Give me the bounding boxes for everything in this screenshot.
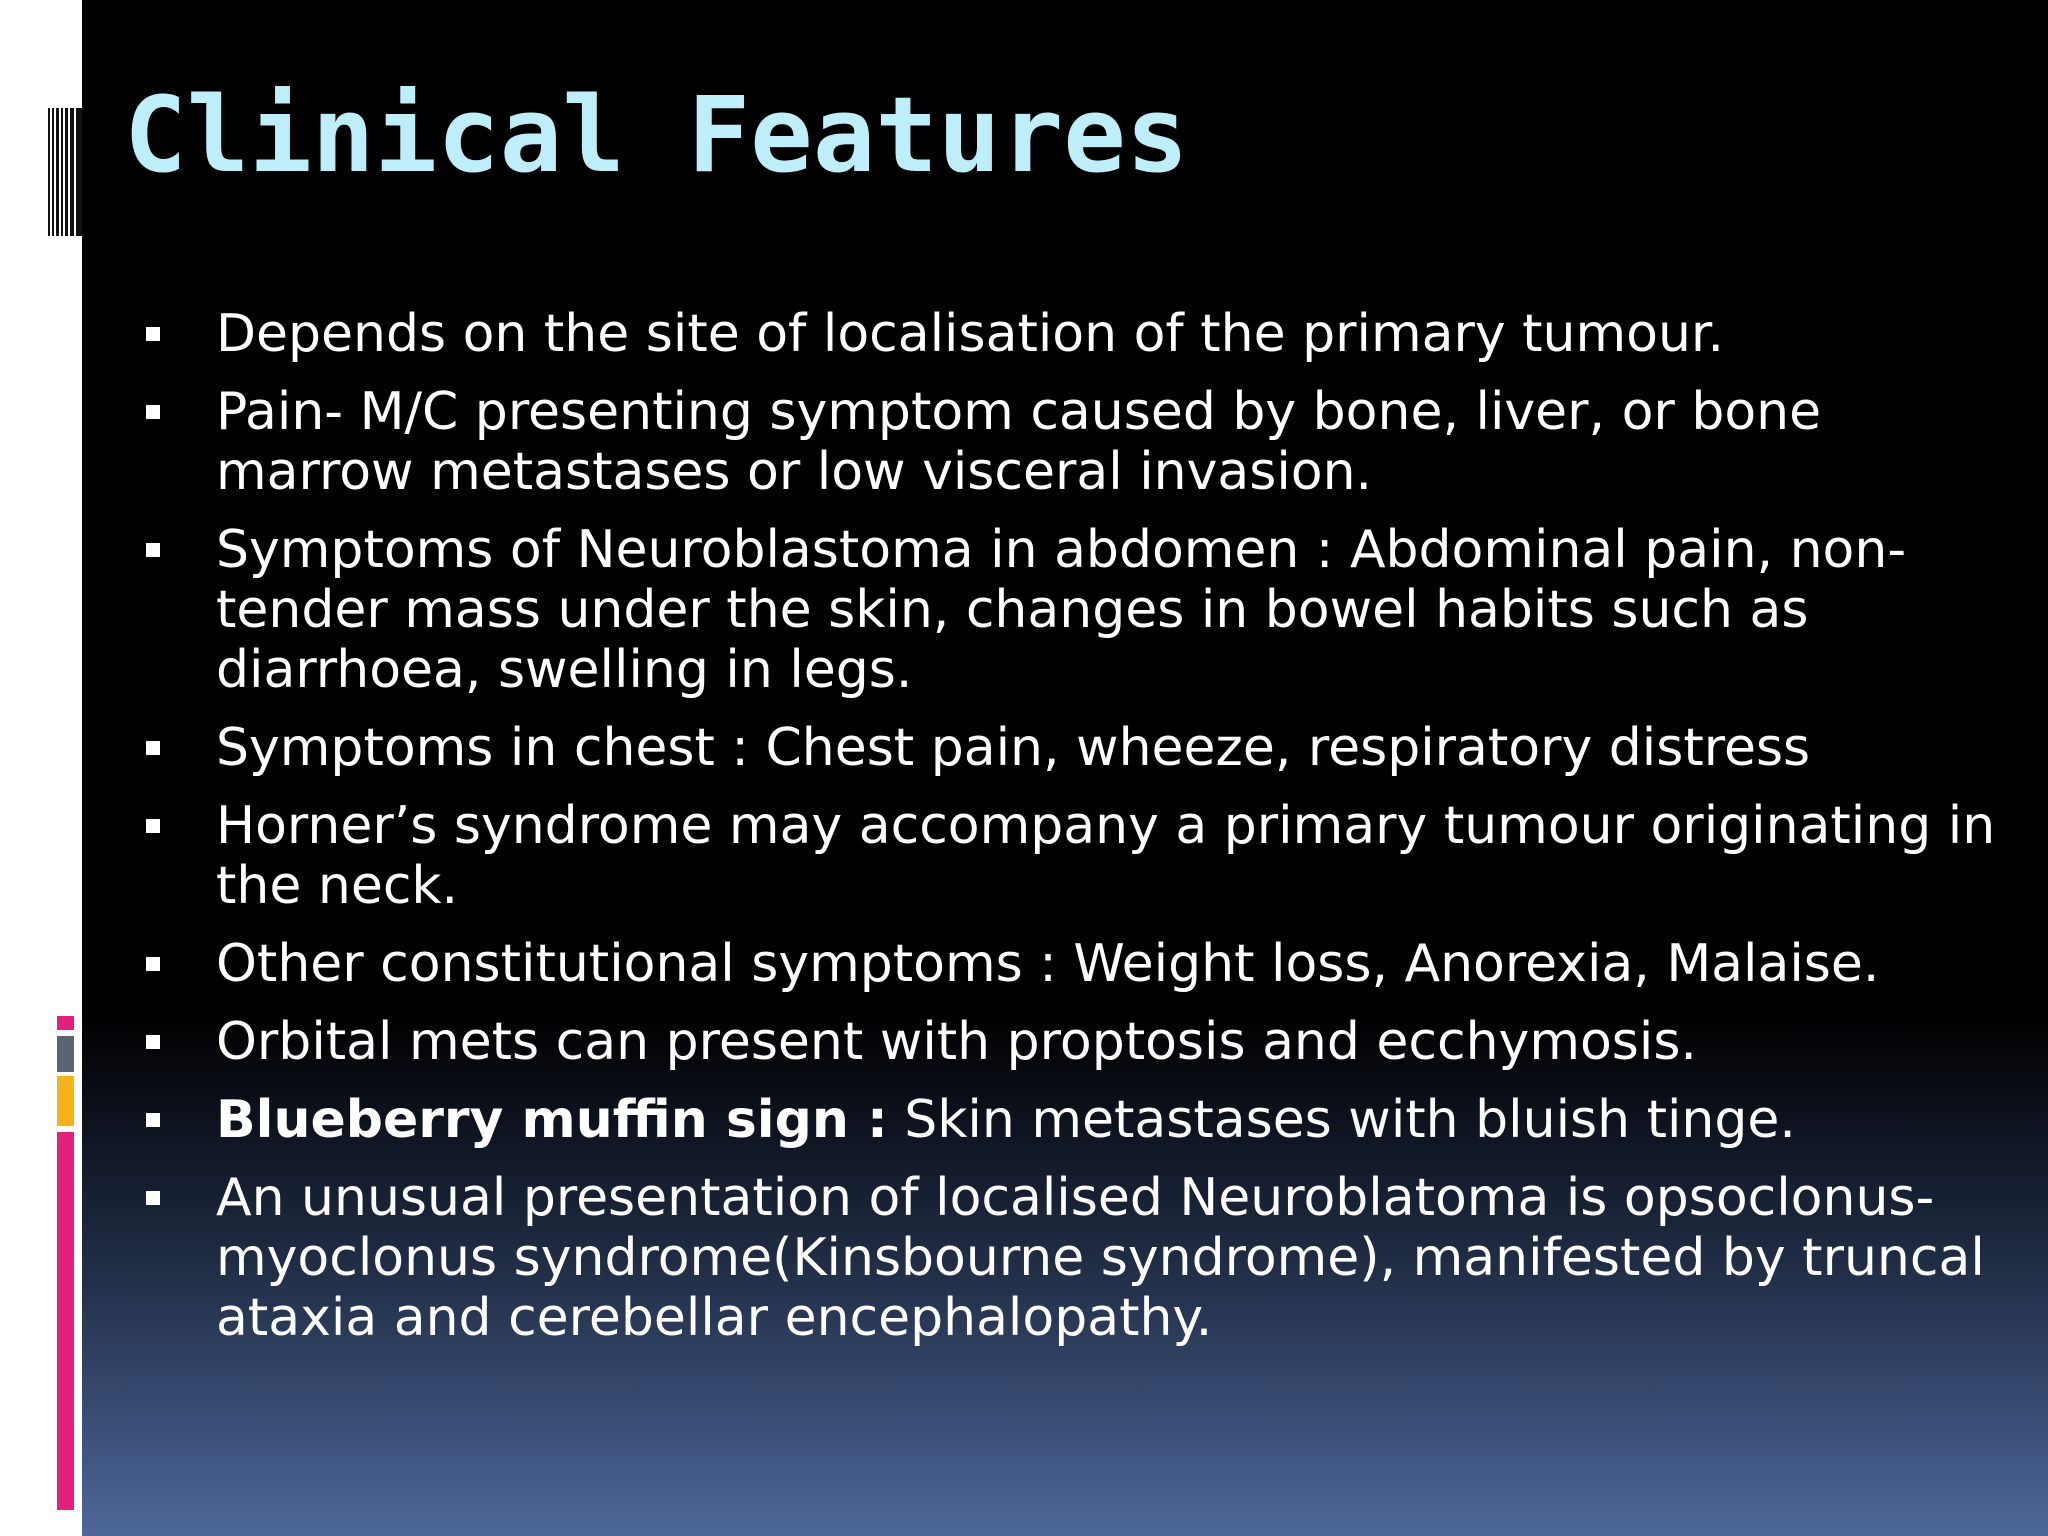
square-bullet-icon xyxy=(146,405,160,419)
bullet-item xyxy=(146,934,2026,994)
bullet-text: Symptoms of Neuroblastoma in abdomen : Abdominal pain, non-tender mass under the skin, changes in bowel habits such as diarrhoea, swelling in legs. xyxy=(216,520,1907,700)
accent-bar-pink xyxy=(57,1132,74,1510)
bullet-item xyxy=(146,1012,2026,1072)
slide-title: Clinical Features xyxy=(124,74,1189,196)
stripe xyxy=(48,108,50,236)
square-bullet-icon xyxy=(146,819,160,833)
bullet-item xyxy=(146,718,2026,778)
square-bullet-icon xyxy=(146,957,160,971)
bullet-item xyxy=(146,304,2026,364)
slide-left-margin xyxy=(0,0,82,1536)
bullet-item xyxy=(146,520,2026,700)
square-bullet-icon xyxy=(146,741,160,755)
square-bullet-icon xyxy=(146,1035,160,1049)
accent-bar-gray xyxy=(57,1036,74,1072)
slide-content xyxy=(82,0,2048,1536)
bullet-text: Symptoms in chest : Chest pain, wheeze, respiratory distress xyxy=(216,718,1811,778)
bullet-bold-term: Blueberry muffin sign : xyxy=(216,1090,888,1150)
bullet-text: Pain- M/C presenting symptom caused by bone, liver, or bone marrow metastases or low visceral invasion. xyxy=(216,382,1822,502)
bullet-item xyxy=(146,1168,2026,1348)
bullet-item xyxy=(146,796,2026,916)
bullet-text: An unusual presentation of localised Neuroblatoma is opsoclonus-myoclonus syndrome(Kinsbourne syndrome), manifested by truncal ataxia and cerebellar encephalopathy. xyxy=(216,1168,1985,1348)
vertical-stripes-decoration xyxy=(48,108,82,236)
square-bullet-icon xyxy=(146,543,160,557)
accent-bar-amber xyxy=(57,1076,74,1126)
bullet-text: Orbital mets can present with proptosis and ecchymosis. xyxy=(216,1012,1697,1072)
bullet-text: Depends on the site of localisation of the primary tumour. xyxy=(216,304,1725,364)
bullet-item xyxy=(146,1090,2026,1150)
stripe xyxy=(65,108,68,236)
bullet-item xyxy=(146,382,2026,502)
square-bullet-icon xyxy=(146,1191,160,1205)
stripe xyxy=(61,108,63,236)
square-bullet-icon xyxy=(146,327,160,341)
accent-bar-pink-top xyxy=(57,1016,74,1030)
bullet-list xyxy=(146,304,2026,1366)
stripe xyxy=(52,108,54,236)
square-bullet-icon xyxy=(146,1113,160,1127)
stripe xyxy=(56,108,59,236)
stripe xyxy=(70,108,74,236)
bullet-text: Horner’s syndrome may accompany a primary tumour originating in the neck. xyxy=(216,796,1996,916)
bullet-text: Other constitutional symptoms : Weight loss, Anorexia, Malaise. xyxy=(216,934,1880,994)
bullet-text: Skin metastases with bluish tinge. xyxy=(887,1090,1796,1150)
